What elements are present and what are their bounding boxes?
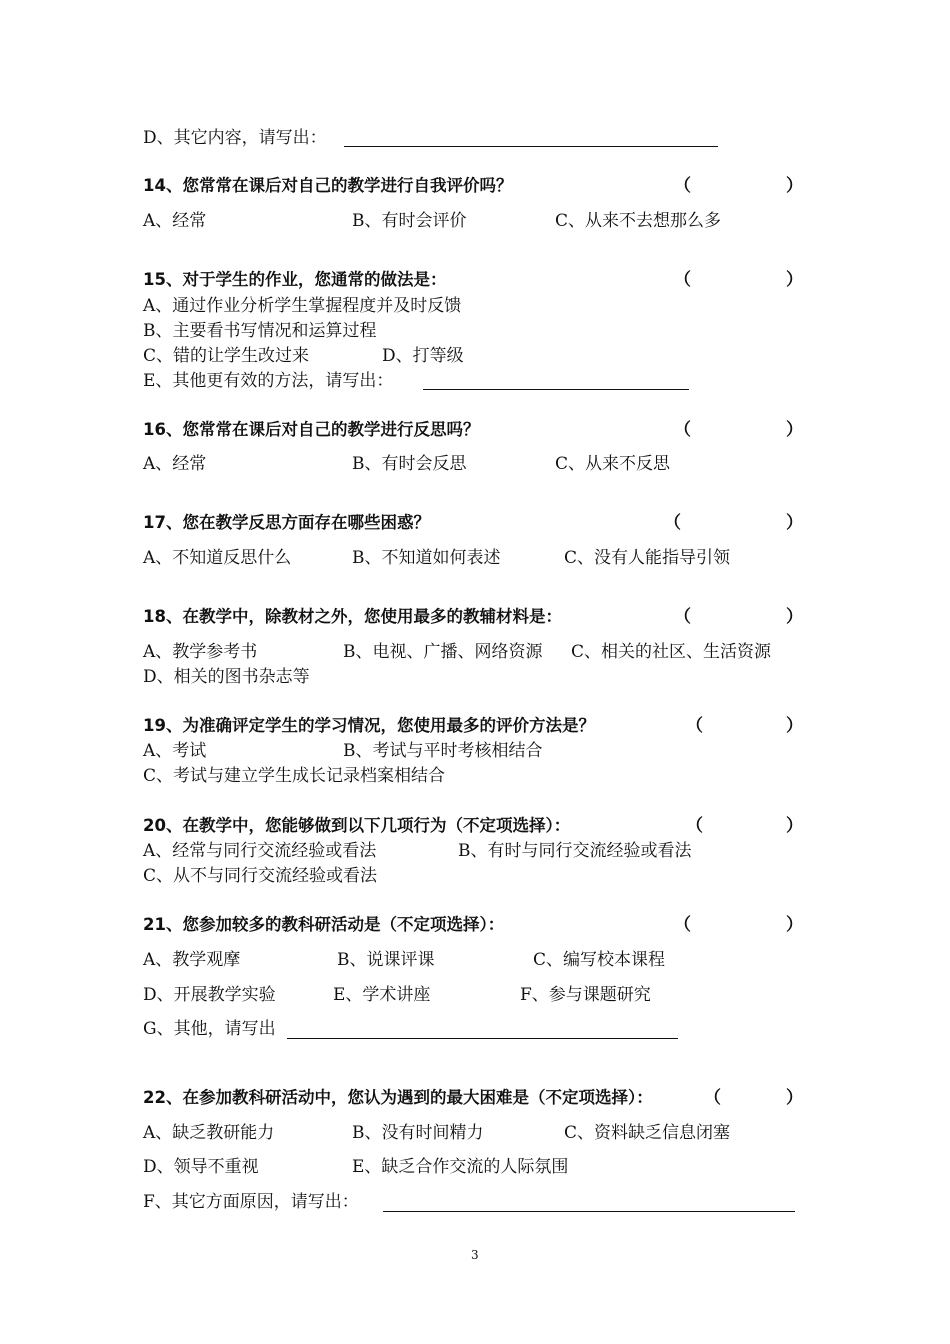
option-text: F、其它方面原因，请写出： [143,1192,359,1212]
answer-paren: （ [674,420,691,440]
option-text: A、考试 [143,741,207,761]
answer-paren: ） [786,1088,803,1108]
option-text: E、学术讲座 [333,985,431,1005]
answer-paren: ） [786,607,803,627]
answer-paren: （ [674,270,691,290]
option-text: B、有时与同行交流经验或看法 [458,841,692,861]
option-text: B、有时会评价 [352,211,467,231]
question-text: 22、在参加教科研活动中，您认为遇到的最大困难是（不定项选择）： [143,1088,653,1107]
question-text: 17、您在教学反思方面存在哪些困惑？ [143,513,430,532]
option-text: D、领导不重视 [143,1157,259,1177]
answer-paren: ） [786,270,803,290]
write-in-blank[interactable] [423,389,689,390]
answer-paren: （ [674,176,691,196]
option-text: E、缺乏合作交流的人际氛围 [352,1157,569,1177]
question-text: 20、在教学中，您能够做到以下几项行为（不定项选择）： [143,816,571,835]
option-text: A、教学参考书 [143,642,258,662]
option-text: B、有时会反思 [352,454,467,474]
option-text: B、电视、广播、网络资源 [343,642,543,662]
option-text: A、教学观摩 [143,950,241,970]
option-text: C、从来不去想那么多 [555,211,722,231]
answer-paren: （ [686,816,703,836]
write-in-blank[interactable] [287,1038,678,1039]
option-text: A、不知道反思什么 [143,548,292,568]
option-text: G、其他，请写出 [143,1019,276,1039]
question-text: 15、对于学生的作业，您通常的做法是： [143,270,447,289]
option-text: A、经常 [143,211,207,231]
answer-paren: ） [786,816,803,836]
page-number: 3 [471,1248,479,1262]
option-text: A、经常与同行交流经验或看法 [143,841,377,861]
option-text: D、打等级 [382,346,464,366]
question-text: 18、在教学中，除教材之外，您使用最多的教辅材料是： [143,607,562,626]
write-in-blank[interactable] [383,1211,795,1212]
answer-paren: ） [786,513,803,533]
answer-paren: ） [786,176,803,196]
answer-paren: （ [664,513,681,533]
option-text: B、说课评课 [337,950,435,970]
option-text: D、开展教学实验 [143,985,276,1005]
option-text: B、不知道如何表述 [352,548,501,568]
answer-paren: （ [674,915,691,935]
answer-paren: ） [786,420,803,440]
answer-paren: （ [674,607,691,627]
option-text: C、从来不反思 [555,454,671,474]
option-text: B、没有时间精力 [352,1123,484,1143]
option-text: A、通过作业分析学生掌握程度并及时反馈 [143,296,462,316]
option-text: D、其它内容，请写出： [143,128,327,148]
option-text: C、相关的社区、生活资源 [571,642,772,662]
option-text: E、其他更有效的方法，请写出： [143,371,394,391]
answer-paren: （ [686,716,703,736]
option-text: C、错的让学生改过来 [143,346,310,366]
option-text: C、资料缺乏信息闭塞 [564,1123,731,1143]
option-text: C、从不与同行交流经验或看法 [143,866,378,886]
option-text: A、经常 [143,454,207,474]
answer-paren: ） [786,915,803,935]
write-in-blank[interactable] [344,146,718,147]
option-text: C、考试与建立学生成长记录档案相结合 [143,766,446,786]
option-text: B、主要看书写情况和运算过程 [143,321,377,341]
question-text: 19、为准确评定学生的学习情况，您使用最多的评价方法是？ [143,716,595,735]
option-text: C、没有人能指导引领 [564,548,731,568]
option-text: D、相关的图书杂志等 [143,667,310,687]
answer-paren: （ [704,1088,721,1108]
answer-paren: ） [786,716,803,736]
question-text: 14、您常常在课后对自己的教学进行自我评价吗？ [143,176,513,195]
option-text: C、编写校本课程 [533,950,666,970]
question-text: 21、您参加较多的教科研活动是（不定项选择）： [143,915,505,934]
option-text: A、缺乏教研能力 [143,1123,275,1143]
question-text: 16、您常常在课后对自己的教学进行反思吗？ [143,420,480,439]
option-text: B、考试与平时考核相结合 [343,741,543,761]
option-text: F、参与课题研究 [520,985,651,1005]
